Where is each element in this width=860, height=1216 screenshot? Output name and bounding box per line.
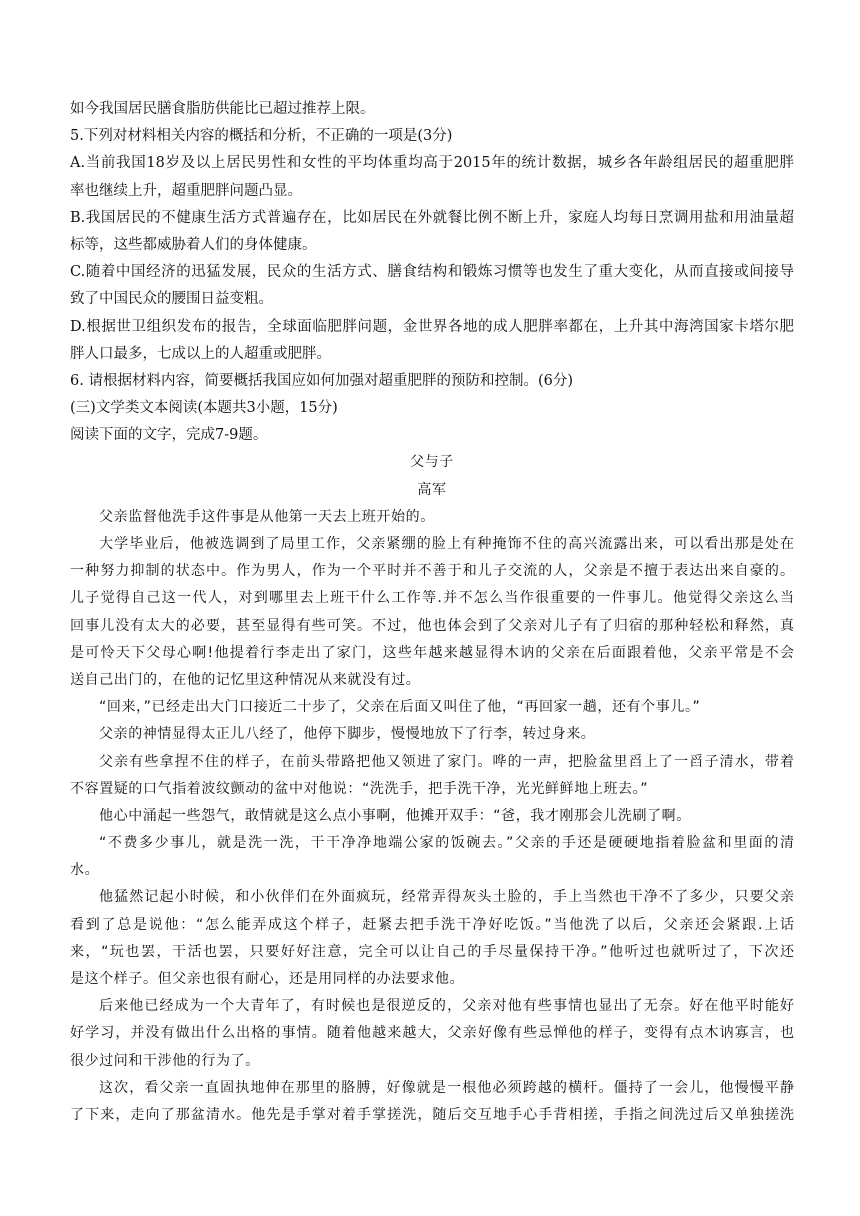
story-line: 是可怜天下父母心啊!他提着行李走出了家门，这些年越来越显得木讷的父亲在后面跟着他，父亲平常是不会: [70, 644, 794, 661]
story-author: 高军: [417, 481, 447, 498]
story-line: 父亲的神情显得太正儿八经了，他停下脚步，慢慢地放下了行李，转过身来。: [99, 726, 596, 743]
story-line: 父亲有些拿捏不住的样子，在前头带路把他又领进了家门。哗的一声，把脸盆里舀上了一舀子清水，带着: [99, 753, 794, 770]
story-line: 是这个样子。但父亲也很有耐心，还是用同样的办法要求他。: [70, 971, 465, 987]
story-line: 回事儿没有太大的必要，甚至显得有些可笑。不过，他也体会到了父亲对儿子有了归宿的那种轻松和释然，真: [70, 617, 794, 634]
story-line: 他猛然记起小时候，和小伙伴们在外面疯玩，经常弄得灰头土脸的，手上当然也干净不了多少，只要父亲: [99, 889, 794, 906]
story-line: 这次，看父亲一直固执地伸在那里的胳膊，好像就是一根他必须跨越的横杆。僵持了一会儿，他慢慢平静: [99, 1079, 794, 1096]
option-b-line-2: 标等，这些都威胁着人们的身体健康。: [70, 236, 317, 253]
document-page: [70, 96, 794, 1129]
story-line: 儿子觉得自己这一代人，对到哪里去上班干什么工作等.并不怎么当作很重要的一件事儿。他觉得父亲这么当: [70, 590, 794, 607]
option-d-line-2: 胖人口最多，七成以上的人超重或肥胖。: [70, 345, 331, 362]
question-6-stem: 6. 请根据材料内容，简要概括我国应如何加强对超重肥胖的预防和控制。(6分): [70, 372, 573, 389]
story-line: 好学习，并没有做出什么出格的事情。随着他越来越大，父亲好像有些忌惮他的样子，变得有点木讷寡言，也: [70, 1025, 794, 1042]
option-c-line-2: 致了中国民众的腰围日益变粗。: [70, 291, 273, 308]
story-line: “回来，”已经走出大门口接近二十步了，父亲在后面又叫住了他，“再回家一趟，还有个事儿。”: [99, 699, 701, 716]
option-a-line-1: A.当前我国18岁及以上居民男性和女性的平均体重均高于2015年的统计数据，城乡各年龄组居民的超重肥胖: [70, 155, 794, 172]
story-line: 不容置疑的口气指着波纹颤动的盆中对他说：“洗洗手，把手洗干净，光光鲜鲜地上班去。”: [70, 780, 649, 797]
story-line: “不费多少事儿，就是洗一洗，干干净净地端公家的饭碗去。”父亲的手还是硬硬地指着脸盆和里面的清: [99, 835, 794, 852]
story-line: 很少过问和干涉他的行为了。: [70, 1052, 260, 1069]
story-line: 大学毕业后，他被选调到了局里工作，父亲紧绷的脸上有种掩饰不住的高兴流露出来，可以看出那是处在: [99, 536, 794, 552]
story-line: 水。: [70, 862, 100, 879]
story-line: 一种努力抑制的状态中。作为男人，作为一个平时并不善于和儿子交流的人，父亲是不擅于表达出来自豪的。: [70, 563, 794, 580]
story-line: 后来他已经成为一个大青年了，有时候也是很逆反的，父亲对他有些事情也显出了无奈。好在他平时能好: [99, 998, 794, 1015]
story-line: 来，“玩也罢，干活也罢，只要好好注意，完全可以让自己的手尽量保持干净。”他听过也就听过了，下次还: [70, 943, 794, 960]
story-section: [70, 449, 794, 1129]
option-d-line-1: D.根据世卫组织发布的报告，全球面临肥胖问题，金世界各地的成人肥胖率都在，上升其中海湾国家卡塔尔肥: [70, 318, 794, 335]
story-line: 送自己出门的，在他的记忆里这种情况从来就没有过。: [70, 671, 421, 688]
story-line: 了下来，走向了那盆清水。他先是手掌对着手掌搓洗，随后交互地手心手背相搓，手指之间洗过后又单独搓洗: [70, 1106, 794, 1123]
story-title: 父与子: [410, 454, 454, 471]
section-heading: (三)文学类文本阅读(本题共3小题，15分): [70, 400, 338, 417]
story-line: 看到了总是说他：“怎么能弄成这个样子，赶紧去把手洗干净好吃饭。”当他洗了以后，父亲还会紧跟.上话: [70, 916, 794, 933]
option-b-line-1: B.我国居民的不健康生活方式普遍存在，比如居民在外就餐比例不断上升，家庭人均每日烹调用盐和用油量超: [70, 209, 794, 226]
text-line: 如今我国居民膳食脂肪供能比已超过推荐上限。: [70, 101, 375, 117]
reading-instruction: 阅读下面的文字，完成7-9题。: [70, 427, 268, 444]
story-line: 父亲监督他洗手这件事是从他第一天去上班开始的。: [99, 508, 435, 525]
option-c-line-1: C.随着中国经济的迅猛发展，民众的生活方式、膳食结构和锻炼习惯等也发生了重大变化，从而直接或间接导: [70, 264, 794, 281]
question-5-stem: 5.下列对材料相关内容的概括和分析，不正确的一项是(3分): [70, 128, 453, 145]
option-a-line-2: 率也继续上升，超重肥胖问题凸显。: [70, 182, 302, 199]
story-line: 他心中涌起一些怨气，敢情就是这么点小事啊，他摊开双手：“爸，我才刚那会儿洗刷了啊。: [99, 807, 691, 824]
